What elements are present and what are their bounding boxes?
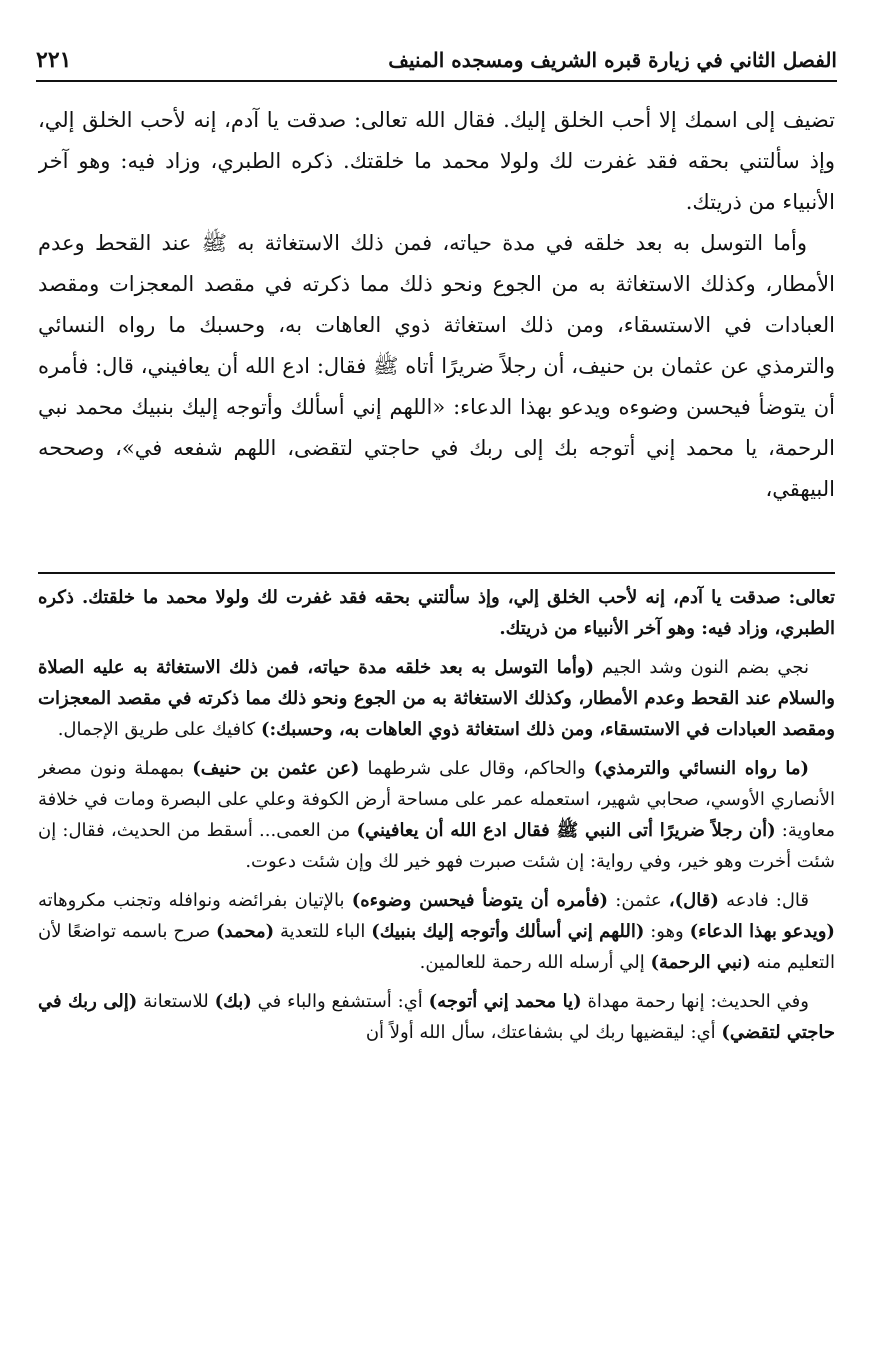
commentary-text-span: بمهملة ونون مصغر الأنصاري الأوسي، صحابي شهير، استعمله عمر على مساحة أرض الكوفة وعلي على البصرة ومات في خلافة معاوية:: [38, 758, 835, 841]
page-header: [36, 40, 837, 82]
commentary-text-span: عثمن:: [615, 890, 662, 911]
quoted-text: (ما رواه النسائي والترمذي): [593, 758, 809, 779]
commentary-text-span: بالإتيان بفرائضه ونوافله وتجنب مكروهاته: [38, 890, 345, 911]
quoted-text: (قال)،: [668, 890, 719, 911]
commentary-text: [38, 582, 835, 1322]
commentary-paragraph-2: [38, 652, 835, 745]
commentary-text-span: والحاكم، وقال على شرطهما: [367, 758, 586, 779]
main-paragraph-1: تضيف إلى اسمك إلا أحب الخلق إليك. فقال الله تعالى: صدقت يا آدم، إنه لأحب الخلق إلي، وإذ سألتني بحقه فقد غفرت لك ولولا محمد ما خلقتك. ذكره الطبري، وزاد فيه: وهو آخر الأنبياء من ذريتك.: [38, 108, 835, 214]
quoted-text: (ويدعو بهذا الدعاء): [689, 921, 835, 942]
quoted-text: (يا محمد إني أتوجه): [428, 991, 582, 1012]
commentary-paragraph-1: [38, 582, 835, 644]
footnote-divider: [38, 572, 835, 574]
page-number: ٢٢١: [36, 47, 72, 73]
commentary-text-span: وفي الحديث: إنها رحمة مهداة: [587, 991, 809, 1012]
main-paragraph-2: وأما التوسل به بعد خلقه في مدة حياته، فمن ذلك الاستغاثة به ﷺ عند القحط وعدم الأمطار، وكذلك الاستغاثة به من الجوع ونحو ذلك مما ذكرته في مقصد المعجزات ومقصد العبادات في الاستسقاء، ومن ذلك استغاثة ذوي العاهات به، وحسبك ما رواه النسائي والترمذي عن عثمان بن حنيف، أن رجلاً ضريرًا أتاه ﷺ فقال: ادع الله أن يعافيني، قال: فأمره أن يتوضأ فيحسن وضوءه ويدعو بهذا الدعاء: «اللهم إني أسألك وأتوجه إليك بنبيك محمد نبي الرحمة، يا محمد إني أتوجه بك إلى ربك في حاجتي لتقضى، اللهم شفعه في»، وصححه البيهقي،: [38, 231, 835, 501]
quoted-text: (عن عثمن بن حنيف): [192, 758, 360, 779]
commentary-text-span: نجي بضم النون وشد الجيم: [601, 657, 809, 678]
commentary-text-span: كافيك على طريق الإجمال.: [57, 719, 256, 740]
quoted-text: (وأما التوسل به بعد خلقه مدة حياته، فمن ذلك الاستغاثة به عليه الصلاة والسلام عند القحط وعدم الأمطار، وكذلك الاستغاثة به من الجوع ونحو ذلك مما ذكرته في مقصد المعجزات ومقصد العبادات في الاستسقاء، ومن ذلك استغاثة ذوي العاهات به، وحسبك:): [38, 657, 835, 740]
commentary-text-span: صرح باسمه تواضعًا لأن التعليم منه: [38, 921, 835, 973]
quoted-text: (محمد): [216, 921, 275, 942]
commentary-text-span: أي: ليقضيها ربك لي بشفاعتك، سأل الله أولاً أن: [365, 1022, 716, 1043]
commentary-text-span: الباء للتعدية: [280, 921, 366, 942]
main-text: [38, 100, 835, 565]
quoted-text: (فأمره أن يتوضأ فيحسن وضوءه): [351, 890, 609, 911]
quoted-text: (إلى ربك في حاجتي لتقضي): [38, 991, 835, 1043]
quoted-text: (أن رجلاً ضريرًا أتى النبي ﷺ فقال ادع الله أن يعافيني): [356, 820, 776, 841]
commentary-text-span: أي: أستشفع والباء في: [257, 991, 423, 1012]
quoted-text: (اللهم إني أسألك وأتوجه إليك بنبيك): [371, 921, 645, 942]
commentary-text-span: قال: فادعه: [726, 890, 809, 911]
commentary-paragraph-3: [38, 753, 835, 877]
commentary-text-span: من العمى... أسقط من الحديث، فقال: إن شئت أخرت وهو خير، وفي رواية: إن شئت صبرت فهو خير لك وإن شئت دعوت.: [38, 820, 835, 872]
commentary-paragraph-5: [38, 986, 835, 1048]
commentary-paragraph-4: [38, 885, 835, 978]
quoted-text: تعالى: صدقت يا آدم، إنه لأحب الخلق إلي، وإذ سألتني بحقه فقد غفرت لك ولولا محمد ما خلقتك. ذكره الطبري، وزاد فيه: وهو آخر الأنبياء من ذريتك.: [38, 587, 835, 639]
quoted-text: (بك): [214, 991, 252, 1012]
commentary-text-span: للاستعانة: [143, 991, 209, 1012]
commentary-text-span: إلي أرسله الله رحمة للعالمين.: [419, 952, 645, 973]
running-title: الفصل الثاني في زيارة قبره الشريف ومسجده المنيف: [388, 48, 837, 72]
quoted-text: (نبي الرحمة): [650, 952, 751, 973]
commentary-text-span: وهو:: [650, 921, 684, 942]
